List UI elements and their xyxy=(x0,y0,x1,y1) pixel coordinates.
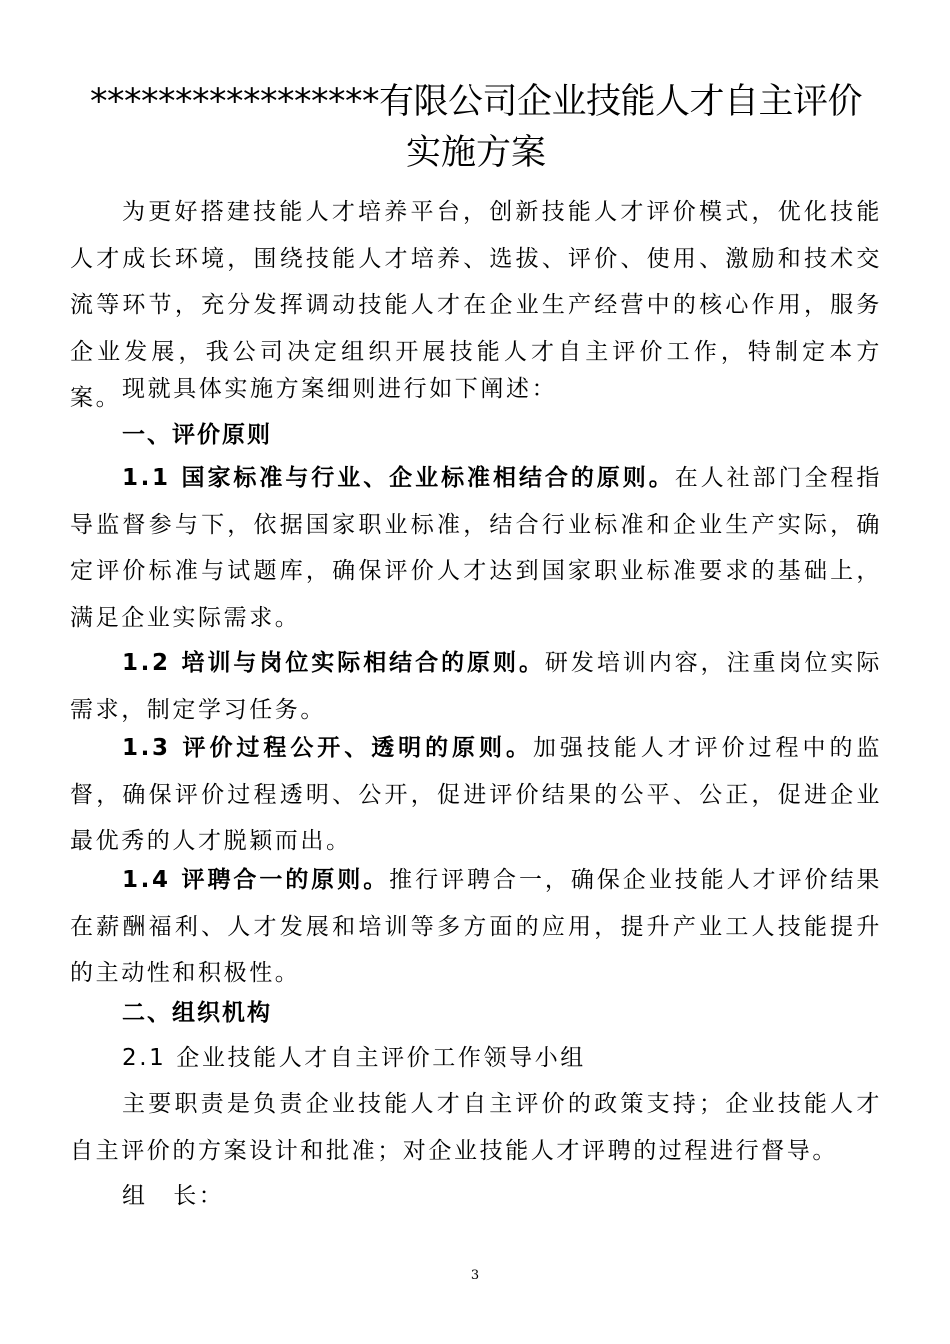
section1-heading: 一、评价原则 xyxy=(122,422,272,448)
principle-1-1 xyxy=(70,455,882,641)
principle-1-1-text: 在人社部门全程指导监督参与下，依据国家职业标准，结合行业标准和企业生产实际，确定评价标准与试题库，确保评价人才达到国家职业标准要求的基础上，满足企业实际需求。 xyxy=(70,465,882,631)
principle-1-4-lead: 1.4 评聘合一的原则。 xyxy=(122,867,390,893)
principle-1-2 xyxy=(70,640,882,733)
page-number: 3 xyxy=(470,1268,480,1283)
intro-paragraph: 为更好搭建技能人才培养平台，创新技能人才评价模式，优化技能人才成长环境，围绕技能人才培养、选拔、评价、使用、激励和技术交流等环节，充分发挥调动技能人才在企业生产经营中的核心作用，服务企业发展，我公司决定组织开展技能人才自主评价工作，特制定本方案。 xyxy=(70,199,882,411)
section2-heading: 二、组织机构 xyxy=(122,1000,272,1026)
principle-1-3-lead: 1.3 评价过程公开、透明的原则。 xyxy=(122,735,533,761)
document-title-line1: *****************有限公司企业技能人才自主评价 xyxy=(89,82,862,122)
principle-1-2-text: 研发培训内容，注重岗位实际需求，制定学习任务。 xyxy=(70,650,882,723)
principle-1-2-lead: 1.2 培训与岗位实际相结合的原则。 xyxy=(122,650,545,676)
principle-1-3 xyxy=(70,725,882,865)
principle-1-4-text: 推行评聘合一，确保企业技能人才评价结果在薪酬福利、人才发展和培训等多方面的应用，提升产业工人技能提升的主动性和积极性。 xyxy=(70,867,882,986)
principle-1-3-text: 加强技能人才评价过程中的监督，确保评价过程透明、公开，促进评价结果的公平、公正，促进企业最优秀的人才脱颖而出。 xyxy=(70,735,882,854)
subsection-2-1: 2.1 企业技能人才自主评价工作领导小组 xyxy=(122,1045,586,1071)
intro-paragraph-2: 现就具体实施方案细则进行如下阐述： xyxy=(122,376,558,402)
leader-label: 组 长： xyxy=(122,1183,225,1209)
leadership-duty-paragraph: 主要职责是负责企业技能人才自主评价的政策支持；企业技能人才自主评价的方案设计和批准；对企业技能人才评聘的过程进行督导。 xyxy=(70,1091,882,1164)
document-title-line2: 实施方案 xyxy=(405,133,546,173)
principle-1-4 xyxy=(70,857,882,997)
principle-1-1-lead: 1.1 国家标准与行业、企业标准相结合的原则。 xyxy=(122,465,675,491)
